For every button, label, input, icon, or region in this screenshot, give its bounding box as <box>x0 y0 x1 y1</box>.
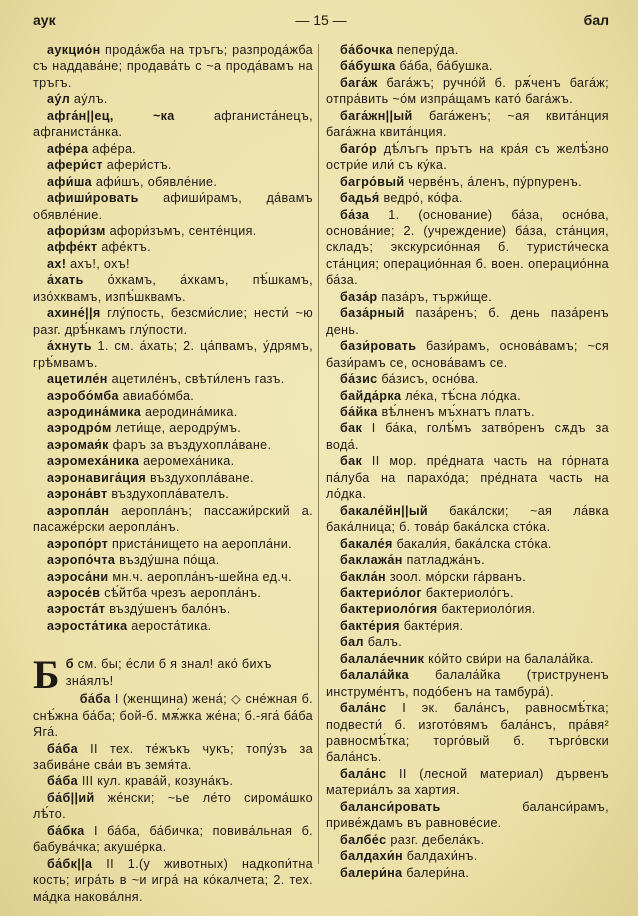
dictionary-entry <box>326 634 609 650</box>
definition: ба́ба, ба́бушка. <box>399 59 493 74</box>
headword: ах! <box>47 256 67 271</box>
definition: балала́йка (триструненъ инструме́нтъ, подо́бенъ на тамбура́). <box>326 668 609 699</box>
dictionary-entry <box>33 108 313 141</box>
definition: афери́стъ. <box>106 158 172 173</box>
headword: ба́б||ий <box>47 790 95 805</box>
definition: приста́нището на аеропла́ни. <box>112 536 292 551</box>
dictionary-entry <box>326 585 609 601</box>
headword: баклажа́н <box>340 553 403 568</box>
headword: бал <box>340 635 364 650</box>
definition: паза́ренъ; б. день паза́ренъ день. <box>326 306 610 337</box>
definition: фаръ за въздухопла́ване. <box>112 437 272 452</box>
headword: б <box>65 657 74 672</box>
dictionary-entry <box>33 91 313 107</box>
definition: патладжа́нъ. <box>406 553 485 568</box>
dictionary-entry <box>326 536 609 552</box>
headword: аэромая́к <box>47 437 109 452</box>
definition: афе́ра. <box>92 141 137 156</box>
dictionary-entry <box>33 601 313 617</box>
headword: байда́рка <box>340 388 402 403</box>
definition: см. бы; е́сли б я знал! ако́ бихъ зна́ялъ! <box>65 657 272 688</box>
headword: ба́бка <box>47 823 85 838</box>
dictionary-entry <box>33 437 313 453</box>
headword: афори́зм <box>47 223 106 238</box>
definition: пеперу́да. <box>396 43 459 57</box>
dictionary-entry <box>326 618 609 634</box>
definition: II тех. те́жъкъ чукъ; топу́зъ за забива́не сва́и въ земя́та. <box>33 741 313 773</box>
headword: бакте́рия <box>340 618 400 633</box>
definition: I (женщина) жена́; ◇ сне́жная б. снѣ́жна ба́ба; бой-б. мѫ́жка же́на; б.-яга́ ба́ба Яга́. <box>33 692 313 740</box>
dictionary-entry <box>33 420 313 436</box>
headword: балала́йка <box>340 668 409 683</box>
dictionary-entry <box>33 536 313 552</box>
dictionary-entry <box>33 552 313 568</box>
definition: афе́ктъ. <box>101 240 151 255</box>
dictionary-entry <box>33 618 313 634</box>
definition: въздухопла́вателъ. <box>111 487 230 502</box>
headword: аэромеха́ника <box>47 454 140 469</box>
definition: III кул. крава́й, козуна́къ. <box>81 774 234 789</box>
definition: ацетиле́нъ, свѣти́ленъ газъ. <box>111 372 285 387</box>
headword: балери́на <box>340 865 403 880</box>
dictionary-entry <box>33 404 313 420</box>
dictionary-entry <box>326 667 609 700</box>
headword: ахине́||я <box>47 306 101 321</box>
definition: бага́жъ; ручно́й б. рѫ́ченъ бага́ж; отпра́вить ~о́м изпра́щамъ като́ бага́жъ. <box>326 75 609 107</box>
dictionary-entry <box>33 790 313 823</box>
dictionary-entry <box>326 58 609 74</box>
dictionary-entry <box>326 388 609 404</box>
definition: ко́йто сви́ри на балала́йка. <box>428 651 594 666</box>
dictionary-entry <box>33 42 313 91</box>
headword: афе́ра <box>47 141 89 156</box>
definition: разг. дебела́къ. <box>390 832 485 847</box>
definition: дѣ́лъгъ прътъ на кра́я съ желѣ́зно остри́е или́ съ ку́ка. <box>326 141 609 173</box>
dictionary-entry <box>33 174 313 190</box>
dictionary-entry <box>33 691 313 740</box>
definition: възду́шна по́ща. <box>119 553 220 568</box>
headword: ба́ба <box>47 774 78 789</box>
definition: афганиста́нецъ, афганиста́нка. <box>33 108 313 140</box>
dictionary-entry <box>326 865 609 881</box>
dictionary-entry <box>326 174 609 190</box>
headword: бак <box>340 454 363 469</box>
dictionary-entry <box>33 453 313 469</box>
definition: бага́женъ; ~ая квита́нция бага́жна квита́нция. <box>326 108 609 140</box>
dictionary-entry <box>33 470 313 486</box>
headword: бадья́ <box>340 191 380 206</box>
dictionary-entry <box>326 601 609 617</box>
definition: 1. см. а́хать; 2. ца́пвамъ, у́дрямъ, грѣ́мвамъ. <box>33 339 313 370</box>
definition: I ба́ка, голѣ́мъ затво́ренъ сѫдъ за вода́. <box>326 421 609 452</box>
headword: аэроса́ни <box>47 569 109 584</box>
headword: балала́ечник <box>340 651 425 666</box>
dictionary-entry <box>326 289 609 305</box>
headword: аэропо́рт <box>47 536 109 551</box>
page-number: — 15 — <box>295 12 347 28</box>
definition: лети́ще, аеродру́мъ. <box>115 421 242 436</box>
definition: аеромеха́ника. <box>143 454 235 469</box>
headword: аэросе́в <box>47 585 101 600</box>
dictionary-entry <box>33 388 313 404</box>
headword: бага́ж <box>340 75 378 90</box>
dictionary-entry <box>33 223 313 239</box>
definition: бака́лски; ~ая ла́вка бака́лница; б. това́р бака́лска сто́ка. <box>326 503 609 535</box>
page-header <box>33 12 609 32</box>
headword: ба́йка <box>340 404 378 419</box>
dictionary-entry <box>326 503 609 536</box>
dictionary-entry <box>33 371 313 387</box>
right-guide-word: бал <box>583 12 609 28</box>
dictionary-entry <box>326 700 609 766</box>
headword: аэроста́т <box>47 602 106 617</box>
definition: же́нски; ~ье ле́то сирома́шко лѣ́то. <box>33 790 314 822</box>
headword: балдахи́н <box>340 849 403 864</box>
headword: ба́зис <box>340 372 378 387</box>
headword: бакале́йн||ый <box>340 503 429 518</box>
headword: ба́бушка <box>340 59 396 74</box>
definition: вѣ́лненъ мъ́хнатъ платъ. <box>381 404 535 419</box>
headword: баго́р <box>340 141 377 156</box>
definition: афи́шъ, обявле́ние. <box>95 174 218 189</box>
section-letter: Б <box>33 652 60 698</box>
headword: ба́ба <box>47 741 78 756</box>
definition: II (лесной материал) дървенъ материа́лъ за хартия. <box>326 766 609 798</box>
dictionary-entry <box>33 503 313 536</box>
headword: аэробо́мба <box>47 388 119 403</box>
headword: база́р <box>340 289 378 304</box>
headword: аэроста́тика <box>47 618 128 633</box>
headword: ба́за <box>340 207 370 222</box>
definition: балери́на. <box>406 865 470 880</box>
headword: баланси́ровать <box>340 799 441 814</box>
dictionary-entry <box>326 141 609 174</box>
headword: афи́ша <box>47 174 93 189</box>
definition: II мор. пре́дната часть на го́рната па́луба на парахо́да; пре́дната часть на ло́дка. <box>326 454 610 502</box>
dictionary-entry <box>326 552 609 568</box>
headword: бази́ровать <box>340 339 417 354</box>
definition: аýлъ. <box>73 92 108 107</box>
definition: прода́жба на тръгъ; разпрода́жба съ наддава́не; продава́ть с ~а прода́вамъ на тръгъ. <box>33 43 313 90</box>
dictionary-entry <box>33 486 313 502</box>
definition: авиабо́мба. <box>122 388 195 403</box>
headword: афга́н||ец, ~ка <box>47 108 175 123</box>
headword: аэронавига́ция <box>47 470 147 485</box>
headword: афери́ст <box>47 158 103 173</box>
headword: ба́бочка <box>340 43 394 57</box>
headword: бактериоло́гия <box>340 602 438 617</box>
definition: бази́рамъ, основа́вамъ; ~ся бази́рамъ се, основа́вамъ се. <box>326 339 609 370</box>
headword: аффе́кт <box>47 240 98 255</box>
headword: аэрона́вт <box>47 487 108 502</box>
left-guide-word: аук <box>33 12 56 28</box>
dictionary-entry <box>33 338 313 371</box>
dictionary-entry <box>33 773 313 789</box>
dictionary-entry <box>33 305 313 338</box>
definition: аероста́тика. <box>131 618 212 633</box>
headword: аэродро́м <box>47 421 112 436</box>
headword: ба́бк||а <box>47 856 93 871</box>
definition: ба́зисъ, осно́ва. <box>381 372 479 387</box>
dictionary-entry <box>33 272 313 305</box>
dictionary-entry <box>33 569 313 585</box>
headword: багро́вый <box>340 174 405 189</box>
definition: паза́ръ, тържи́ще. <box>381 289 493 304</box>
headword: афиши́ровать <box>47 191 139 206</box>
definition: I эк. бала́нсъ, равносмѣ́тка; подвести́ б. изгото́вямъ бала́нсъ, пра́вя² равносмѣ́тка; торго́вый б. търго́вски бала́нсъ. <box>326 701 609 765</box>
dictionary-entry <box>326 305 609 338</box>
dictionary-entry <box>326 371 609 387</box>
definition: ведро́, ко́фа. <box>383 191 463 206</box>
definition: мн.ч. аеропла́нъ-шейна ед.ч. <box>112 569 292 584</box>
definition: глу́пость, безсми́слие; нести́ ~ю разг. дрѣ́нкамъ глу́пости. <box>33 306 313 337</box>
definition: балъ. <box>367 635 403 650</box>
headword: балбе́с <box>340 832 387 847</box>
headword: аэродина́мика <box>47 404 142 419</box>
definition: бактериоло́гъ. <box>425 585 514 600</box>
dictionary-entry <box>326 190 609 206</box>
dictionary-entry <box>326 108 609 141</box>
headword: аэропла́н <box>47 503 110 518</box>
dictionary-entry <box>326 207 609 289</box>
dictionary-entry <box>33 239 313 255</box>
headword: бакла́н <box>340 569 386 584</box>
definition: сѣ́йтба чрезъ аеропла́нъ. <box>104 585 262 600</box>
dictionary-entry <box>326 832 609 848</box>
headword: ба́ба <box>79 692 111 707</box>
definition: въздухопла́ване. <box>149 470 254 485</box>
column-divider <box>318 44 319 864</box>
dictionary-entry <box>33 823 313 856</box>
headword: аукцио́н <box>47 43 101 57</box>
definition: аеропла́нъ; пассажи́рский а. пасаже́рски аеропла́нъ. <box>33 503 313 535</box>
section-b-entry <box>33 652 313 698</box>
dictionary-entry <box>33 157 313 173</box>
headword: база́рный <box>340 306 405 321</box>
definition: ахъ!, охъ! <box>70 256 130 271</box>
definition: II 1.(у животных) надкопи́тна кость; игра́ть в ~и игра́ на ко́калчета; 2. тех. ма́дка наковáлня. <box>33 856 313 904</box>
definition: възду́шенъ бало́нъ. <box>109 602 231 617</box>
dictionary-entry <box>326 420 609 453</box>
definition: ле́ка, тѣ́сна ло́дка. <box>405 388 522 403</box>
definition: балдахи́нъ. <box>406 849 478 864</box>
dictionary-entry <box>326 651 609 667</box>
definition: бакте́рия. <box>403 618 464 633</box>
headword: ацетиле́н <box>47 372 108 387</box>
dictionary-entry <box>326 42 609 58</box>
headword: бала́нс <box>340 701 387 716</box>
right-column <box>326 42 609 881</box>
dictionary-entry <box>33 141 313 157</box>
headword: а́хнуть <box>47 339 92 354</box>
definition: баланси́рамъ, приве́ждамъ въ равнове́сие. <box>326 799 609 831</box>
definition: афиши́рамъ, да́вамъ обявле́ние. <box>33 191 313 222</box>
dictionary-entry <box>326 569 609 585</box>
dictionary-entry <box>33 256 313 272</box>
definition: аеродина́мика. <box>144 404 238 419</box>
definition: зоол. мо́рски га́рванъ. <box>389 569 527 584</box>
headword: аýл <box>47 92 71 107</box>
dictionary-entry <box>33 856 313 905</box>
headword: бактерио́лог <box>340 585 423 600</box>
headword: бага́жн||ый <box>340 108 413 123</box>
definition: о́хкамъ, а́хкамъ, пѣ́шкамъ, изо́хквамъ, изпѣ́шквамъ. <box>33 273 313 304</box>
dictionary-entry <box>33 585 313 601</box>
headword: бала́нс <box>340 766 387 781</box>
dictionary-entry <box>326 338 609 371</box>
definition: бактериоло́гия. <box>441 602 536 617</box>
dictionary-entry <box>326 75 609 108</box>
dictionary-entry <box>326 453 609 502</box>
headword: бакале́я <box>340 536 393 551</box>
definition: черве́нъ, а́ленъ, пу́рпуренъ. <box>408 174 582 189</box>
dictionary-entry <box>326 799 609 832</box>
headword: аэропо́чта <box>47 553 116 568</box>
left-column <box>33 42 313 905</box>
definition: 1. (основание) ба́за, осно́ва, основа́ние; 2. (учреждение) ба́за, ста́нция, складъ; экскурсио́нная б. туристи́ческа ста́нция; операцио́нная б. воен. операцио́нна ба́за. <box>326 207 609 288</box>
dictionary-entry <box>33 741 313 774</box>
dictionary-entry <box>326 404 609 420</box>
definition: бакали́я, бака́лска сто́ка. <box>396 536 552 551</box>
headword: а́хать <box>47 273 84 288</box>
dictionary-entry <box>33 190 313 223</box>
definition: I ба́ба, ба́бичка; повива́льная б. бабува́чка; акуше́рка. <box>33 823 313 855</box>
definition: афори́зъмъ, сенте́нция. <box>109 223 257 238</box>
headword: бак <box>340 421 363 436</box>
dictionary-entry <box>326 766 609 799</box>
dictionary-entry <box>326 848 609 864</box>
